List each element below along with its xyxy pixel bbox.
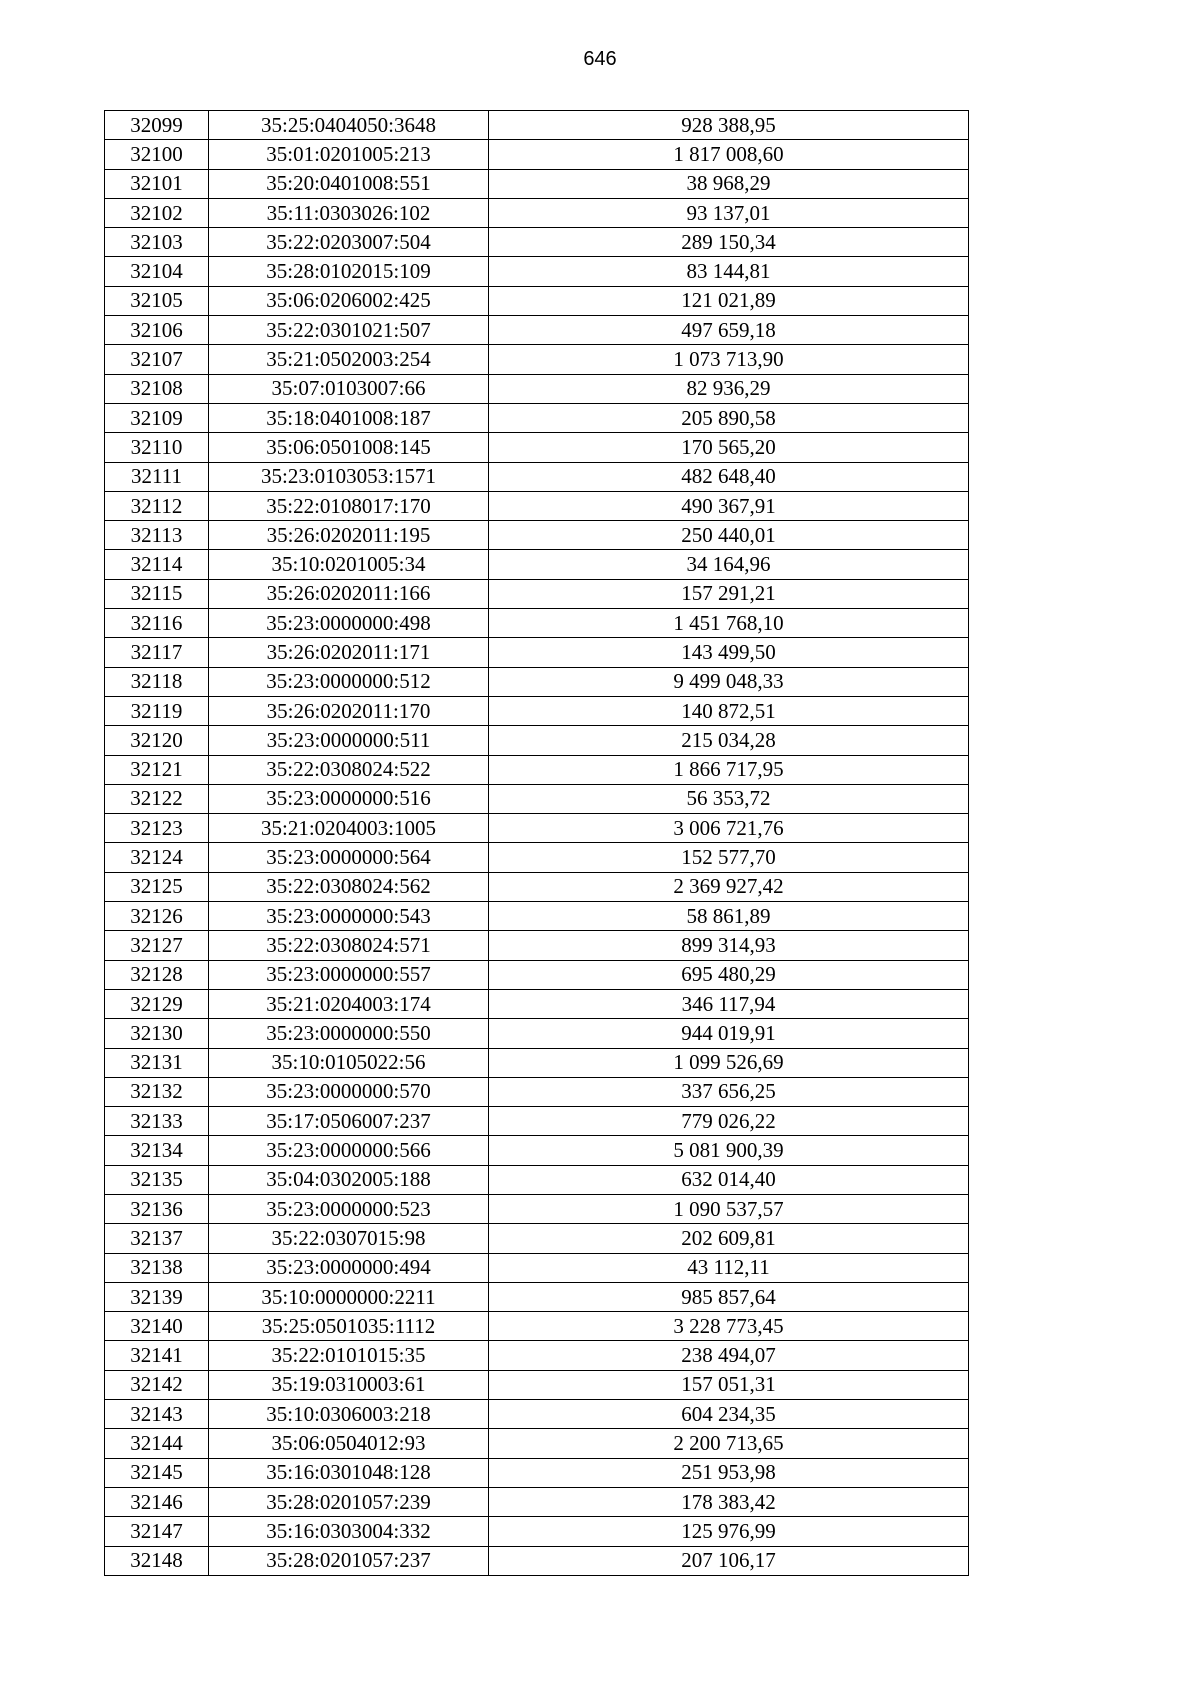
row-number-cell: 32148 [105,1546,209,1575]
row-number-cell: 32127 [105,931,209,960]
cadastral-value-cell: 170 565,20 [489,433,969,462]
row-number-cell: 32121 [105,755,209,784]
cadastral-value-cell: 5 081 900,39 [489,1136,969,1165]
cadastral-number-cell: 35:22:0301021:507 [209,316,489,345]
table-row [105,1107,969,1136]
cadastral-value-cell: 251 953,98 [489,1458,969,1487]
table-row [105,1048,969,1077]
table-row [105,726,969,755]
cadastral-value-cell: 2 369 927,42 [489,872,969,901]
row-number-cell: 32123 [105,814,209,843]
cadastral-value-cell: 56 353,72 [489,784,969,813]
cadastral-number-cell: 35:06:0501008:145 [209,433,489,462]
row-number-cell: 32100 [105,140,209,169]
row-number-cell: 32138 [105,1253,209,1282]
cadastral-value-cell: 944 019,91 [489,1019,969,1048]
row-number-cell: 32137 [105,1224,209,1253]
cadastral-value-cell: 1 866 717,95 [489,755,969,784]
row-number-cell: 32147 [105,1517,209,1546]
table-row [105,228,969,257]
cadastral-number-cell: 35:23:0000000:512 [209,667,489,696]
table-row [105,784,969,813]
table-row [105,638,969,667]
table-row [105,345,969,374]
row-number-cell: 32126 [105,902,209,931]
table-row [105,1194,969,1223]
row-number-cell: 32143 [105,1400,209,1429]
table-row [105,1136,969,1165]
row-number-cell: 32115 [105,579,209,608]
row-number-cell: 32124 [105,843,209,872]
table-row [105,1341,969,1370]
cadastral-value-cell: 38 968,29 [489,169,969,198]
cadastral-number-cell: 35:17:0506007:237 [209,1107,489,1136]
cadastral-number-cell: 35:10:0000000:2211 [209,1282,489,1311]
table-row [105,521,969,550]
cadastral-number-cell: 35:06:0504012:93 [209,1429,489,1458]
cadastral-number-cell: 35:28:0201057:239 [209,1487,489,1516]
cadastral-number-cell: 35:22:0308024:562 [209,872,489,901]
table-row [105,960,969,989]
cadastral-number-cell: 35:23:0000000:516 [209,784,489,813]
row-number-cell: 32122 [105,784,209,813]
table-row [105,1546,969,1575]
row-number-cell: 32128 [105,960,209,989]
cadastral-value-cell: 1 817 008,60 [489,140,969,169]
table-row [105,374,969,403]
cadastral-value-cell: 695 480,29 [489,960,969,989]
cadastral-number-cell: 35:07:0103007:66 [209,374,489,403]
cadastral-value-cell: 1 451 768,10 [489,609,969,638]
cadastral-number-cell: 35:26:0202011:170 [209,696,489,725]
cadastral-number-cell: 35:22:0308024:571 [209,931,489,960]
table-row [105,111,969,140]
cadastral-value-cell: 1 090 537,57 [489,1194,969,1223]
cadastral-value-cell: 178 383,42 [489,1487,969,1516]
cadastral-value-cell: 289 150,34 [489,228,969,257]
cadastral-value-cell: 215 034,28 [489,726,969,755]
row-number-cell: 32104 [105,257,209,286]
table-row [105,872,969,901]
row-number-cell: 32129 [105,989,209,1018]
table-row [105,989,969,1018]
cadastral-number-cell: 35:10:0201005:34 [209,550,489,579]
row-number-cell: 32108 [105,374,209,403]
cadastral-value-cell: 337 656,25 [489,1077,969,1106]
cadastral-value-cell: 632 014,40 [489,1165,969,1194]
table-row [105,902,969,931]
table-row [105,1517,969,1546]
table-row [105,433,969,462]
row-number-cell: 32111 [105,462,209,491]
table-row [105,140,969,169]
table-row [105,1019,969,1048]
cadastral-number-cell: 35:21:0204003:174 [209,989,489,1018]
cadastral-value-cell: 3 006 721,76 [489,814,969,843]
cadastral-number-cell: 35:23:0000000:570 [209,1077,489,1106]
table-row [105,1077,969,1106]
table-row [105,1370,969,1399]
table-row [105,579,969,608]
row-number-cell: 32144 [105,1429,209,1458]
table-row [105,1253,969,1282]
cadastral-value-cell: 58 861,89 [489,902,969,931]
row-number-cell: 32101 [105,169,209,198]
row-number-cell: 32131 [105,1048,209,1077]
cadastral-number-cell: 35:22:0308024:522 [209,755,489,784]
row-number-cell: 32145 [105,1458,209,1487]
table-row [105,755,969,784]
cadastral-value-cell: 985 857,64 [489,1282,969,1311]
cadastral-number-cell: 35:22:0203007:504 [209,228,489,257]
cadastral-number-cell: 35:26:0202011:171 [209,638,489,667]
cadastral-value-cell: 202 609,81 [489,1224,969,1253]
cadastral-number-cell: 35:10:0306003:218 [209,1400,489,1429]
row-number-cell: 32119 [105,696,209,725]
row-number-cell: 32114 [105,550,209,579]
cadastral-number-cell: 35:23:0000000:550 [209,1019,489,1048]
cadastral-number-cell: 35:16:0303004:332 [209,1517,489,1546]
table-row [105,814,969,843]
cadastral-number-cell: 35:23:0000000:511 [209,726,489,755]
table-row [105,843,969,872]
table-row [105,1458,969,1487]
cadastral-number-cell: 35:21:0502003:254 [209,345,489,374]
table-row [105,1165,969,1194]
cadastral-number-cell: 35:23:0000000:494 [209,1253,489,1282]
cadastral-value-cell: 2 200 713,65 [489,1429,969,1458]
cadastral-value-cell: 157 051,31 [489,1370,969,1399]
table-row [105,316,969,345]
row-number-cell: 32135 [105,1165,209,1194]
cadastral-number-cell: 35:23:0103053:1571 [209,462,489,491]
cadastral-value-cell: 497 659,18 [489,316,969,345]
cadastral-number-cell: 35:25:0501035:1112 [209,1312,489,1341]
cadastral-number-cell: 35:19:0310003:61 [209,1370,489,1399]
cadastral-value-cell: 93 137,01 [489,198,969,227]
cadastral-value-cell: 43 112,11 [489,1253,969,1282]
row-number-cell: 32099 [105,111,209,140]
cadastral-value-cell: 152 577,70 [489,843,969,872]
row-number-cell: 32136 [105,1194,209,1223]
row-number-cell: 32120 [105,726,209,755]
row-number-cell: 32113 [105,521,209,550]
cadastral-number-cell: 35:01:0201005:213 [209,140,489,169]
table-row [105,491,969,520]
table-body [105,111,969,1576]
cadastral-number-cell: 35:22:0101015:35 [209,1341,489,1370]
table-row [105,1400,969,1429]
table-row [105,286,969,315]
cadastral-value-cell: 9 499 048,33 [489,667,969,696]
cadastral-value-cell: 899 314,93 [489,931,969,960]
cadastral-number-cell: 35:16:0301048:128 [209,1458,489,1487]
table-row [105,1312,969,1341]
cadastral-number-cell: 35:28:0201057:237 [209,1546,489,1575]
cadastral-value-cell: 34 164,96 [489,550,969,579]
cadastral-number-cell: 35:28:0102015:109 [209,257,489,286]
cadastral-value-cell: 140 872,51 [489,696,969,725]
row-number-cell: 32140 [105,1312,209,1341]
cadastral-value-cell: 125 976,99 [489,1517,969,1546]
cadastral-number-cell: 35:21:0204003:1005 [209,814,489,843]
cadastral-value-cell: 207 106,17 [489,1546,969,1575]
cadastral-number-cell: 35:10:0105022:56 [209,1048,489,1077]
cadastral-number-cell: 35:25:0404050:3648 [209,111,489,140]
table-row [105,257,969,286]
row-number-cell: 32118 [105,667,209,696]
cadastral-value-cell: 121 021,89 [489,286,969,315]
cadastral-number-cell: 35:26:0202011:166 [209,579,489,608]
cadastral-value-table [104,110,969,1576]
row-number-cell: 32141 [105,1341,209,1370]
cadastral-value-cell: 482 648,40 [489,462,969,491]
table-row [105,696,969,725]
cadastral-number-cell: 35:18:0401008:187 [209,403,489,432]
row-number-cell: 32102 [105,198,209,227]
cadastral-number-cell: 35:23:0000000:498 [209,609,489,638]
cadastral-value-cell: 1 099 526,69 [489,1048,969,1077]
cadastral-value-cell: 157 291,21 [489,579,969,608]
row-number-cell: 32139 [105,1282,209,1311]
row-number-cell: 32133 [105,1107,209,1136]
cadastral-number-cell: 35:23:0000000:566 [209,1136,489,1165]
cadastral-value-cell: 82 936,29 [489,374,969,403]
row-number-cell: 32106 [105,316,209,345]
row-number-cell: 32103 [105,228,209,257]
row-number-cell: 32125 [105,872,209,901]
row-number-cell: 32134 [105,1136,209,1165]
cadastral-value-cell: 928 388,95 [489,111,969,140]
table-row [105,1429,969,1458]
cadastral-value-cell: 346 117,94 [489,989,969,1018]
cadastral-number-cell: 35:23:0000000:564 [209,843,489,872]
cadastral-number-cell: 35:26:0202011:195 [209,521,489,550]
cadastral-number-cell: 35:23:0000000:557 [209,960,489,989]
table-row [105,931,969,960]
row-number-cell: 32146 [105,1487,209,1516]
table-row [105,1282,969,1311]
row-number-cell: 32116 [105,609,209,638]
row-number-cell: 32105 [105,286,209,315]
cadastral-value-cell: 143 499,50 [489,638,969,667]
table-row [105,1487,969,1516]
cadastral-number-cell: 35:22:0108017:170 [209,491,489,520]
cadastral-number-cell: 35:04:0302005:188 [209,1165,489,1194]
table-row [105,169,969,198]
cadastral-value-cell: 490 367,91 [489,491,969,520]
row-number-cell: 32117 [105,638,209,667]
cadastral-number-cell: 35:22:0307015:98 [209,1224,489,1253]
table-row [105,550,969,579]
table-row [105,462,969,491]
cadastral-number-cell: 35:11:0303026:102 [209,198,489,227]
cadastral-value-cell: 604 234,35 [489,1400,969,1429]
cadastral-value-cell: 205 890,58 [489,403,969,432]
table-row [105,1224,969,1253]
row-number-cell: 32142 [105,1370,209,1399]
cadastral-value-cell: 238 494,07 [489,1341,969,1370]
table-row [105,609,969,638]
cadastral-number-cell: 35:23:0000000:523 [209,1194,489,1223]
cadastral-value-cell: 83 144,81 [489,257,969,286]
table-row [105,198,969,227]
page-number: 646 [583,48,617,70]
row-number-cell: 32112 [105,491,209,520]
cadastral-value-cell: 779 026,22 [489,1107,969,1136]
cadastral-value-cell: 250 440,01 [489,521,969,550]
cadastral-value-cell: 1 073 713,90 [489,345,969,374]
cadastral-value-cell: 3 228 773,45 [489,1312,969,1341]
cadastral-number-cell: 35:20:0401008:551 [209,169,489,198]
row-number-cell: 32109 [105,403,209,432]
cadastral-number-cell: 35:06:0206002:425 [209,286,489,315]
table-row [105,403,969,432]
row-number-cell: 32132 [105,1077,209,1106]
table-row [105,667,969,696]
row-number-cell: 32107 [105,345,209,374]
row-number-cell: 32110 [105,433,209,462]
row-number-cell: 32130 [105,1019,209,1048]
cadastral-number-cell: 35:23:0000000:543 [209,902,489,931]
